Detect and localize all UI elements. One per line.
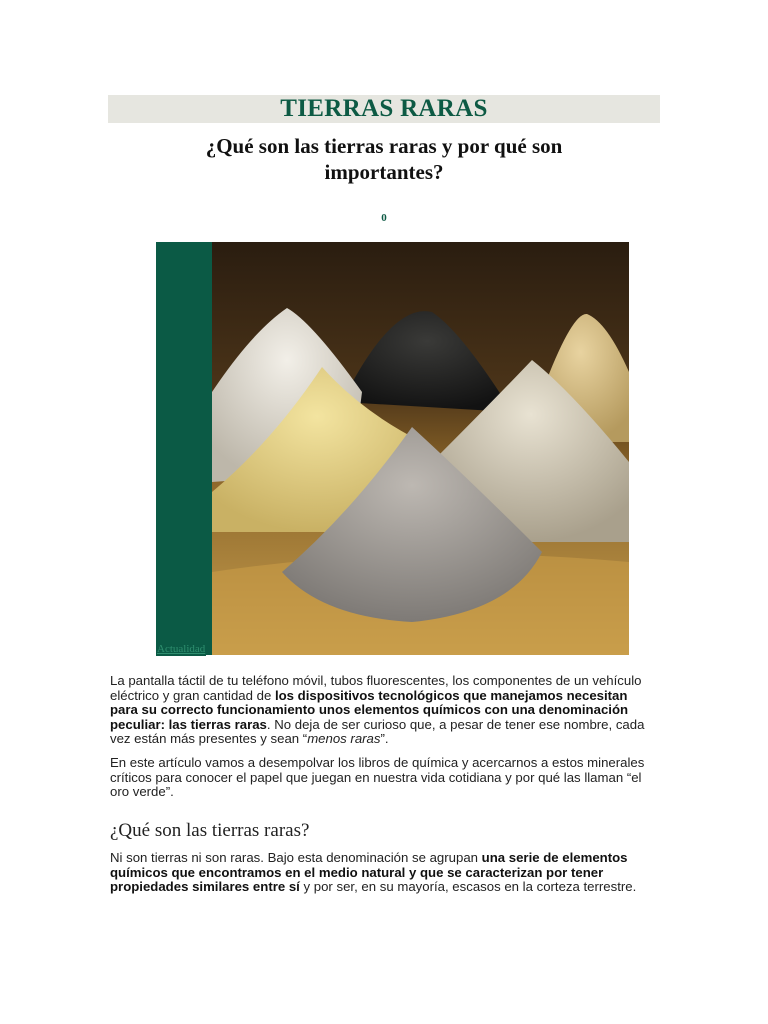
page-title: TIERRAS RARAS [280,95,488,122]
article-subtitle: ¿Qué son las tierras raras y por qué son importantes? [205,134,563,184]
title-banner [108,95,660,123]
hero-image [156,242,629,655]
rare-earth-powders-image [212,242,629,655]
hero-green-band [156,242,212,655]
section-heading: ¿Qué son las tierras raras? [110,820,310,841]
second-paragraph: En este artículo vamos a desempolvar los libros de química y acercarnos a estos minerales críticos para conocer el papel que juegan en nuestra vida cotidiana y por qué las llaman “el oro verde”. [110,755,645,800]
intro-paragraph: La pantalla táctil de tu teléfono móvil, tubos fluorescentes, los componentes de un vehículo eléctrico y gran cantidad de los dispositivos tecnológicos que manejamos necesitan para su correcto funcionamiento unos elementos químicos con una denominación peculiar: las tierras raras. No deja de ser curioso que, a pesar de tener ese nombre, cada vez están más presentes y sean “menos raras”. [110,673,645,747]
definition-paragraph: Ni son tierras ni son raras. Bajo esta denominación se agrupan una serie de elementos químicos que encontramos en el medio natural y que se caracterizan por tener propiedades similares entre sí y por ser, en su mayoría, escasos en la corteza terrestre. [110,850,637,895]
category-link[interactable]: Actualidad [157,643,206,655]
comment-count[interactable]: 0 [381,212,387,224]
